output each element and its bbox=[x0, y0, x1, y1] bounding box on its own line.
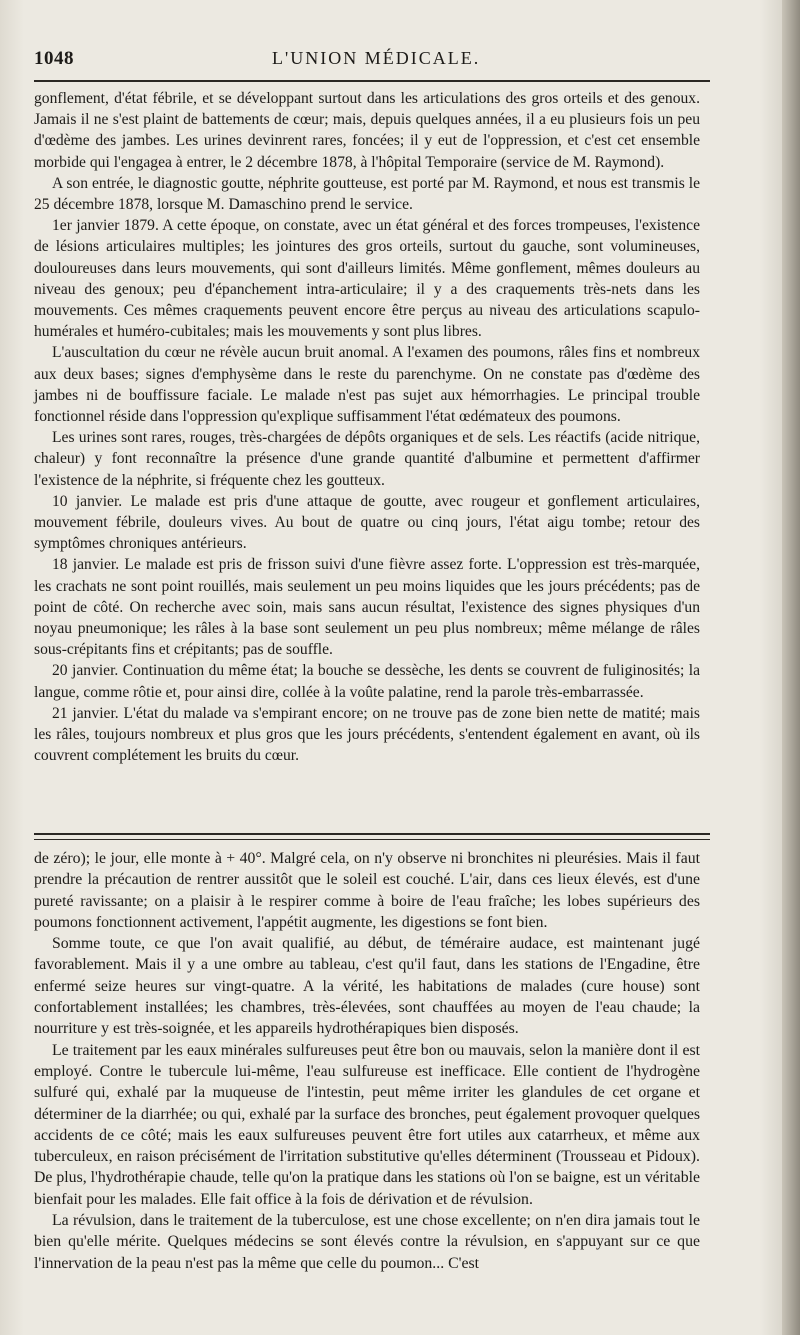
paragraph: gonflement, d'état fébrile, et se développant surtout dans les articulations des gros orteils et des genoux. Jamais il ne s'est plaint de battements de cœur; mais, depuis quelques années, il a eu plusieurs fois un peu d'œdème des jambes. Les urines devinrent rares, foncées; il y eut de l'oppression, et c'est cet ensemble morbide qui l'engagea à entrer, le 2 décembre 1878, à l'hôpital Temporaire (service de M. Raymond). bbox=[34, 90, 700, 171]
running-title: L'UNION MÉDICALE. bbox=[272, 48, 481, 68]
paragraph: Somme toute, ce que l'on avait qualifié, au début, de téméraire audace, est maintenant jugé favorablement. Mais il y a une ombre au tableau, c'est qu'il faut, dans les stations de l'Engadine, être enfermé seize heures sur vingt-quatre. A la vérité, les habitations de malades (cure house) sont confortablement installées; les chambres, très-élevées, sont chauffées au moyen de l'eau chaude; la nourriture y est très-soignée, et les appareils hydrothérapiques bien disposés. bbox=[34, 935, 700, 1038]
feuilleton-column bbox=[34, 848, 700, 1274]
section-divider-rule bbox=[34, 833, 710, 835]
book-spine-edge bbox=[782, 0, 800, 1335]
header-rule bbox=[34, 80, 710, 82]
paragraph: 1er janvier 1879. A cette époque, on constate, avec un état général et des forces trompeuses, l'existence de lésions articulaires multiples; les jointures des gros orteils, surtout du gauche, sont volumineuses, douloureuses dans leurs mouvements, qui sont d'ailleurs limités. Même gonflement, mêmes douleurs au niveau des genoux; peu d'épanchement intra-articulaire; il y a des craquements très-nets dans les mouvements. Ces mêmes craquements peuvent encore être perçus au niveau des articulations scapulo-humérales et huméro-cubitales; mais les mouvements y sont plus libres. bbox=[34, 217, 700, 341]
paragraph: de zéro); le jour, elle monte à + 40°. Malgré cela, on n'y observe ni bronchites ni pleurésies. Mais il faut prendre la précaution de rentrer aussitôt que le soleil est couché. L'air, dans ces lieux élevés, est d'une pureté ravissante; on a plaisir à le respirer comme à boire de l'eau fraîche; les lobes supérieurs des poumons fonctionnent activement, l'appétit augmente, les digestions se font bien. bbox=[34, 850, 700, 931]
case-report-column bbox=[34, 88, 700, 767]
paragraph: 20 janvier. Continuation du même état; la bouche se dessèche, les dents se couvrent de fuliginosités; la langue, comme rôtie et, pour ainsi dire, collée à la voûte palatine, rend la parole très-embarrassée. bbox=[34, 662, 700, 701]
paragraph: A son entrée, le diagnostic goutte, néphrite goutteuse, est porté par M. Raymond, et nous est transmis le 25 décembre 1878, lorsque M. Damaschino prend le service. bbox=[34, 174, 700, 214]
paragraph: L'auscultation du cœur ne révèle aucun bruit anomal. A l'examen des poumons, râles fins et nombreux aux deux bases; signes d'emphysème dans le reste du parenchyme. On ne constate pas d'œdème des jambes ni de bouffissure faciale. Le malade n'est pas sujet aux hémorrhagies. Le principal trouble fonctionnel réside dans l'oppression qu'explique suffisamment l'état œdémateux des poumons. bbox=[34, 344, 700, 426]
paragraph: 21 janvier. L'état du malade va s'empirant encore; on ne trouve pas de zone bien nette de matité; mais les râles, toujours nombreux et plus gros que les jours précédents, s'entendent également en avant, où ils couvrent complétement les bruits du cœur. bbox=[34, 704, 700, 765]
page-number: 1048 bbox=[34, 48, 74, 69]
paragraph: Les urines sont rares, rouges, très-chargées de dépôts organiques et de sels. Les réactifs (acide nitrique, chaleur) y font reconnaître la présence d'une grande quantité d'albumine et permettent d'affirmer l'existence de la néphrite, si fréquente chez les goutteux. bbox=[34, 429, 700, 489]
section-divider-rule-thin bbox=[34, 839, 710, 840]
page-header bbox=[34, 48, 714, 78]
paragraph: 10 janvier. Le malade est pris d'une attaque de goutte, avec rougeur et gonflement articulaires, mouvement fébrile, douleurs vives. Au bout de quatre ou cinq jours, l'état aigu tombe; retour des symptômes chroniques antérieurs. bbox=[34, 492, 700, 553]
paragraph: La révulsion, dans le traitement de la tuberculose, est une chose excellente; on n'en dira jamais tout le bien qu'elle mérite. Quelques médecins se sont élevés contre la révulsion, en s'appuyant sur ce que l'innervation de la peau n'est pas la même que celle du poumon... C'est bbox=[34, 1212, 700, 1272]
paragraph: Le traitement par les eaux minérales sulfureuses peut être bon ou mauvais, selon la manière dont il est employé. Contre le tubercule lui-même, l'eau sulfureuse est inefficace. Elle contient de l'hydrogène sulfuré qui, exhalé par la muqueuse de l'intestin, peut même irriter les glandules de cet organe et déterminer de la diarrhée; ou qui, exhalé par la surface des bronches, peut également provoquer quelques accidents de ce côté; mais les eaux sulfureuses peuvent être fort utiles aux catarrheux, et même aux tuberculeux, en raison précisément de l'irritation substitutive qu'elles déterminent (Trousseau et Pidoux). De plus, l'hydrothérapie chaude, telle qu'on la pratique dans les stations où l'on se baigne, est un véritable bienfait pour les malades. Elle fait office à la fois de dérivation et de révulsion. bbox=[34, 1041, 700, 1208]
paragraph: 18 janvier. Le malade est pris de frisson suivi d'une fièvre assez forte. L'oppression est très-marquée, les crachats ne sont point rouillés, mais seulement un peu moins liquides que les jours précédents; pas de point de côté. On recherche avec soin, mais sans aucun résultat, l'existence des signes physiques d'un noyau pneumonique; les râles à la base sont seulement un peu plus nombreux; même mélange de râles sous-crépitants fins et crépitants; pas de souffle. bbox=[34, 556, 700, 659]
